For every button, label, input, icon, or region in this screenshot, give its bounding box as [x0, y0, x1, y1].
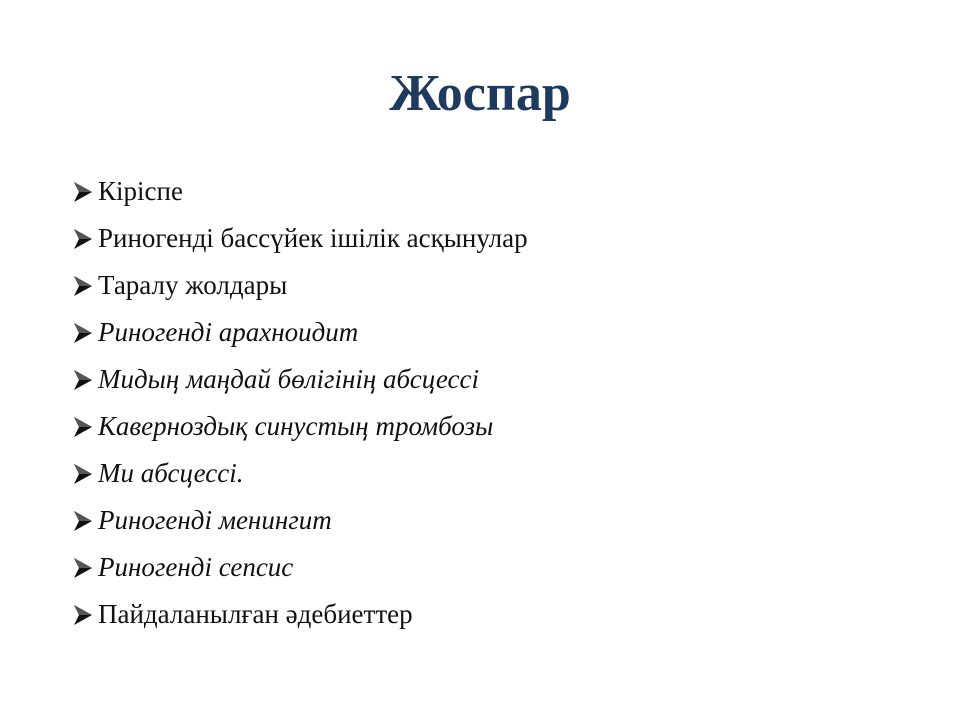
list-item — [72, 168, 528, 215]
list-item — [72, 450, 528, 497]
list-item-text: Риногенді менингит — [98, 505, 332, 535]
arrow-bullet-icon — [72, 602, 94, 628]
list-item — [72, 309, 528, 356]
list-item — [72, 544, 528, 591]
arrow-bullet-icon — [72, 179, 94, 205]
arrow-bullet-icon — [72, 273, 94, 299]
list-item — [72, 215, 528, 262]
list-item-text: Кіріспе — [98, 176, 183, 206]
arrow-bullet-icon — [72, 320, 94, 346]
bullet-list — [72, 168, 528, 638]
arrow-bullet-icon — [72, 226, 94, 252]
list-item-text: Риногенді арахноидит — [98, 317, 359, 347]
list-item — [72, 497, 528, 544]
arrow-bullet-icon — [72, 508, 94, 534]
list-item-text: Мидың маңдай бөлігінің абсцессі — [98, 364, 480, 394]
slide-title: Жоспар — [389, 65, 571, 122]
arrow-bullet-icon — [72, 555, 94, 581]
list-item — [72, 356, 528, 403]
list-item — [72, 403, 528, 450]
list-item — [72, 262, 528, 309]
list-item-text: Ми абсцессі. — [98, 458, 244, 488]
list-item-text: Пайдаланылған әдебиеттер — [98, 599, 413, 629]
list-item-text: Таралу жолдары — [98, 270, 288, 300]
arrow-bullet-icon — [72, 367, 94, 393]
arrow-bullet-icon — [72, 414, 94, 440]
list-item-text: Каверноздық синустың тромбозы — [98, 411, 494, 441]
list-item — [72, 591, 528, 638]
list-item-text: Риногенді сепсис — [98, 552, 294, 582]
list-item-text: Риногенді бассүйек ішілік асқынулар — [98, 223, 528, 253]
arrow-bullet-icon — [72, 461, 94, 487]
